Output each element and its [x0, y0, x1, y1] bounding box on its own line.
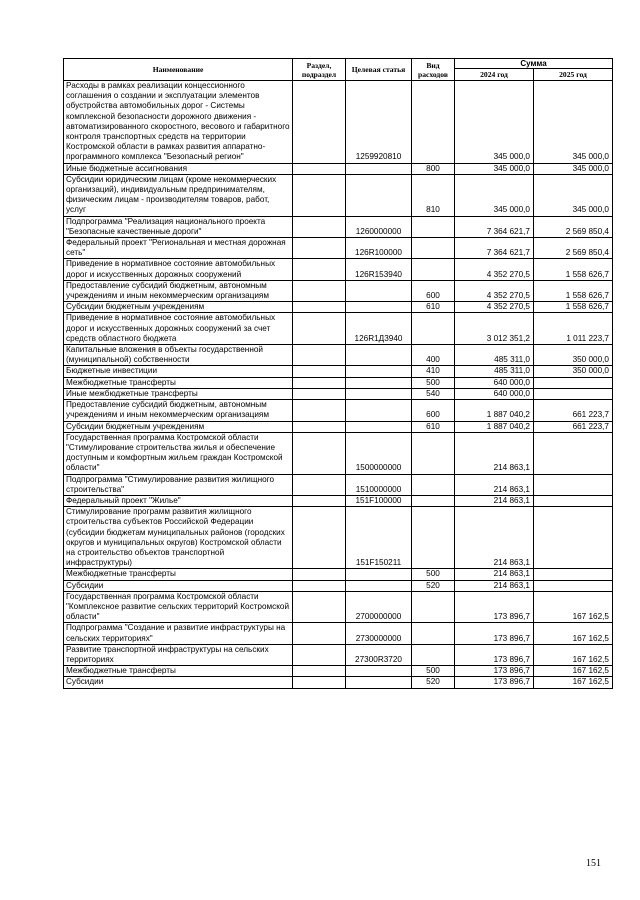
cell-section — [293, 81, 346, 164]
cell-y2024: 345 000,0 — [455, 174, 534, 216]
cell-y2025: 350 000,0 — [534, 345, 613, 366]
cell-y2025: 167 162,5 — [534, 677, 613, 688]
cell-section — [293, 238, 346, 259]
cell-type: 600 — [412, 280, 455, 301]
cell-name: Субсидии — [64, 580, 293, 591]
cell-target: 1510000000 — [346, 474, 412, 495]
cell-section — [293, 666, 346, 677]
cell-y2024: 1 887 040,2 — [455, 400, 534, 421]
cell-y2024: 7 364 621,7 — [455, 238, 534, 259]
cell-y2025 — [534, 432, 613, 474]
cell-section — [293, 302, 346, 313]
table-row — [64, 474, 613, 495]
cell-y2024: 173 896,7 — [455, 677, 534, 688]
cell-section — [293, 569, 346, 580]
cell-section — [293, 216, 346, 237]
cell-name: Предоставление субсидий бюджетным, автономным учреждениям и иным некоммерческим организациям — [64, 280, 293, 301]
cell-type — [412, 507, 455, 569]
cell-y2024: 214 863,1 — [455, 569, 534, 580]
cell-type: 400 — [412, 345, 455, 366]
cell-name: Федеральный проект "Жилье" — [64, 495, 293, 506]
cell-target — [346, 174, 412, 216]
cell-y2024: 7 364 621,7 — [455, 216, 534, 237]
cell-name: Межбюджетные трансферты — [64, 666, 293, 677]
cell-y2024: 4 352 270,5 — [455, 302, 534, 313]
cell-target — [346, 666, 412, 677]
cell-y2025: 1 558 626,7 — [534, 302, 613, 313]
cell-y2025: 2 569 850,4 — [534, 238, 613, 259]
cell-y2025: 1 558 626,7 — [534, 280, 613, 301]
header-section: Раздел, подраздел — [293, 59, 346, 81]
cell-y2024: 1 887 040,2 — [455, 421, 534, 432]
cell-y2025: 167 162,5 — [534, 644, 613, 665]
cell-y2024: 485 311,0 — [455, 345, 534, 366]
cell-name: Межбюджетные трансферты — [64, 377, 293, 388]
cell-name: Субсидии — [64, 677, 293, 688]
cell-y2024: 214 863,1 — [455, 432, 534, 474]
table-row — [64, 388, 613, 399]
cell-y2024: 214 863,1 — [455, 507, 534, 569]
table-row — [64, 569, 613, 580]
cell-y2024: 214 863,1 — [455, 495, 534, 506]
cell-type: 610 — [412, 302, 455, 313]
cell-name: Подпрограмма "Стимулирование развития жилищного строительства" — [64, 474, 293, 495]
cell-section — [293, 377, 346, 388]
cell-target — [346, 421, 412, 432]
cell-type — [412, 644, 455, 665]
table-row — [64, 163, 613, 174]
cell-y2025: 1 558 626,7 — [534, 259, 613, 280]
table-row — [64, 623, 613, 644]
cell-type — [412, 495, 455, 506]
table-row — [64, 400, 613, 421]
cell-section — [293, 174, 346, 216]
table-header — [64, 59, 613, 81]
cell-target — [346, 580, 412, 591]
cell-section — [293, 580, 346, 591]
cell-section — [293, 623, 346, 644]
cell-y2024: 485 311,0 — [455, 366, 534, 377]
cell-y2025: 167 162,5 — [534, 666, 613, 677]
cell-section — [293, 163, 346, 174]
cell-y2025: 167 162,5 — [534, 591, 613, 623]
cell-section — [293, 259, 346, 280]
cell-name: Субсидии бюджетным учреждениям — [64, 421, 293, 432]
header-2025: 2025 год — [534, 69, 613, 81]
cell-target — [346, 377, 412, 388]
cell-target: 126R153940 — [346, 259, 412, 280]
table-row — [64, 580, 613, 591]
cell-y2024: 173 896,7 — [455, 666, 534, 677]
cell-y2025 — [534, 388, 613, 399]
cell-section — [293, 507, 346, 569]
cell-section — [293, 313, 346, 345]
table-row — [64, 81, 613, 164]
cell-target: 27300R3720 — [346, 644, 412, 665]
cell-section — [293, 495, 346, 506]
cell-section — [293, 400, 346, 421]
cell-y2025: 345 000,0 — [534, 174, 613, 216]
cell-y2024: 640 000,0 — [455, 388, 534, 399]
cell-type — [412, 259, 455, 280]
table-body — [64, 81, 613, 689]
cell-name: Подпрограмма "Создание и развитие инфраструктуры на сельских территориях" — [64, 623, 293, 644]
cell-name: Бюджетные инвестиции — [64, 366, 293, 377]
cell-y2025: 167 162,5 — [534, 623, 613, 644]
cell-type: 520 — [412, 677, 455, 688]
table-row — [64, 507, 613, 569]
cell-target — [346, 569, 412, 580]
cell-name: Субсидии юридическим лицам (кроме некоммерческих организаций), индивидуальным предпринимателям, физическим лицам - производителям товаров, работ, услуг — [64, 174, 293, 216]
table-row — [64, 432, 613, 474]
header-sum: Сумма — [455, 59, 613, 69]
cell-target: 1260000000 — [346, 216, 412, 237]
cell-name: Развитие транспортной инфраструктуры на сельских территориях — [64, 644, 293, 665]
cell-y2024: 345 000,0 — [455, 81, 534, 164]
table-row — [64, 280, 613, 301]
table-row — [64, 366, 613, 377]
cell-y2025: 2 569 850,4 — [534, 216, 613, 237]
cell-y2025 — [534, 569, 613, 580]
cell-y2024: 4 352 270,5 — [455, 280, 534, 301]
cell-y2025: 1 011 223,7 — [534, 313, 613, 345]
header-2024: 2024 год — [455, 69, 534, 81]
cell-type — [412, 591, 455, 623]
table-row — [64, 259, 613, 280]
table-row — [64, 666, 613, 677]
cell-y2024: 3 012 351,2 — [455, 313, 534, 345]
cell-section — [293, 345, 346, 366]
cell-name: Межбюджетные трансферты — [64, 569, 293, 580]
cell-target: 151F100000 — [346, 495, 412, 506]
budget-table — [63, 58, 613, 689]
cell-y2025: 345 000,0 — [534, 163, 613, 174]
cell-target: 151F150211 — [346, 507, 412, 569]
cell-y2024: 173 896,7 — [455, 623, 534, 644]
table-row — [64, 313, 613, 345]
cell-name: Иные межбюджетные трансферты — [64, 388, 293, 399]
table-row — [64, 216, 613, 237]
cell-section — [293, 366, 346, 377]
cell-name: Субсидии бюджетным учреждениям — [64, 302, 293, 313]
cell-type — [412, 623, 455, 644]
cell-section — [293, 388, 346, 399]
cell-name: Иные бюджетные ассигнования — [64, 163, 293, 174]
cell-name: Приведение в нормативное состояние автомобильных дорог и искусственных дорожных сооружений — [64, 259, 293, 280]
cell-type: 500 — [412, 569, 455, 580]
cell-name: Предоставление субсидий бюджетным, автономным учреждениям и иным некоммерческим организациям — [64, 400, 293, 421]
cell-type — [412, 313, 455, 345]
header-name: Наименование — [64, 59, 293, 81]
cell-type — [412, 81, 455, 164]
cell-y2024: 345 000,0 — [455, 163, 534, 174]
table-row — [64, 591, 613, 623]
table-row — [64, 302, 613, 313]
cell-name: Расходы в рамках реализации концессионного соглашения о создании и эксплуатации элементов обустройства автомобильных дорог - Системы комплексной безопасности дорожного движения - автоматизированного скоростного, весового и габаритного контроля транспортных средств на территории Костромской области в рамках развития аппаратно-программного комплекса "Безопасный регион" — [64, 81, 293, 164]
cell-target — [346, 345, 412, 366]
cell-y2025: 345 000,0 — [534, 81, 613, 164]
cell-section — [293, 474, 346, 495]
cell-type: 500 — [412, 666, 455, 677]
cell-target — [346, 677, 412, 688]
cell-y2025 — [534, 580, 613, 591]
cell-section — [293, 432, 346, 474]
cell-y2024: 173 896,7 — [455, 644, 534, 665]
cell-target: 1500000000 — [346, 432, 412, 474]
cell-type — [412, 216, 455, 237]
header-target: Целевая статья — [346, 59, 412, 81]
cell-section — [293, 644, 346, 665]
table-row — [64, 174, 613, 216]
cell-section — [293, 677, 346, 688]
table-row — [64, 421, 613, 432]
cell-name: Подпрограмма "Реализация национального проекта "Безопасные качественные дороги" — [64, 216, 293, 237]
cell-section — [293, 280, 346, 301]
header-type: Вид расходов — [412, 59, 455, 81]
page-number: 151 — [586, 858, 601, 869]
cell-type: 540 — [412, 388, 455, 399]
cell-y2024: 214 863,1 — [455, 474, 534, 495]
cell-y2024: 4 352 270,5 — [455, 259, 534, 280]
table-row — [64, 345, 613, 366]
cell-section — [293, 591, 346, 623]
cell-name: Стимулирование программ развития жилищного строительства субъектов Российской Федерации (субсидии бюджетам муниципальных районов (городских округов и муниципальных округов) Костромской области на строительство объектов транспортной инфраструктуры) — [64, 507, 293, 569]
cell-target — [346, 366, 412, 377]
cell-type — [412, 432, 455, 474]
cell-y2024: 214 863,1 — [455, 580, 534, 591]
cell-name: Государственная программа Костромской области "Комплексное развитие сельских территорий Костромской области" — [64, 591, 293, 623]
table-row — [64, 644, 613, 665]
cell-y2025: 661 223,7 — [534, 400, 613, 421]
table-row — [64, 238, 613, 259]
cell-target: 126R1Д3940 — [346, 313, 412, 345]
cell-target: 1259920810 — [346, 81, 412, 164]
cell-target — [346, 163, 412, 174]
cell-type: 410 — [412, 366, 455, 377]
cell-type: 500 — [412, 377, 455, 388]
cell-type: 600 — [412, 400, 455, 421]
cell-name: Капитальные вложения в объекты государственной (муниципальной) собственности — [64, 345, 293, 366]
cell-target — [346, 400, 412, 421]
cell-y2025 — [534, 507, 613, 569]
cell-target: 2700000000 — [346, 591, 412, 623]
cell-name: Федеральный проект "Региональная и местная дорожная сеть" — [64, 238, 293, 259]
cell-y2025: 661 223,7 — [534, 421, 613, 432]
cell-type: 800 — [412, 163, 455, 174]
cell-section — [293, 421, 346, 432]
cell-target: 126R100000 — [346, 238, 412, 259]
cell-type — [412, 474, 455, 495]
cell-target: 2730000000 — [346, 623, 412, 644]
cell-name: Приведение в нормативное состояние автомобильных дорог и искусственных дорожных сооружений за счет средств областного бюджета — [64, 313, 293, 345]
cell-y2025: 350 000,0 — [534, 366, 613, 377]
cell-name: Государственная программа Костромской области "Стимулирование строительства жилья и обеспечение доступным и комфортным жильем граждан Костромской области" — [64, 432, 293, 474]
cell-target — [346, 280, 412, 301]
cell-type — [412, 238, 455, 259]
table-row — [64, 377, 613, 388]
cell-target — [346, 388, 412, 399]
cell-y2025 — [534, 474, 613, 495]
cell-target — [346, 302, 412, 313]
cell-type: 520 — [412, 580, 455, 591]
cell-y2024: 640 000,0 — [455, 377, 534, 388]
table-row — [64, 495, 613, 506]
cell-type: 610 — [412, 421, 455, 432]
table-row — [64, 677, 613, 688]
cell-y2025 — [534, 495, 613, 506]
cell-type: 810 — [412, 174, 455, 216]
cell-y2025 — [534, 377, 613, 388]
cell-y2024: 173 896,7 — [455, 591, 534, 623]
